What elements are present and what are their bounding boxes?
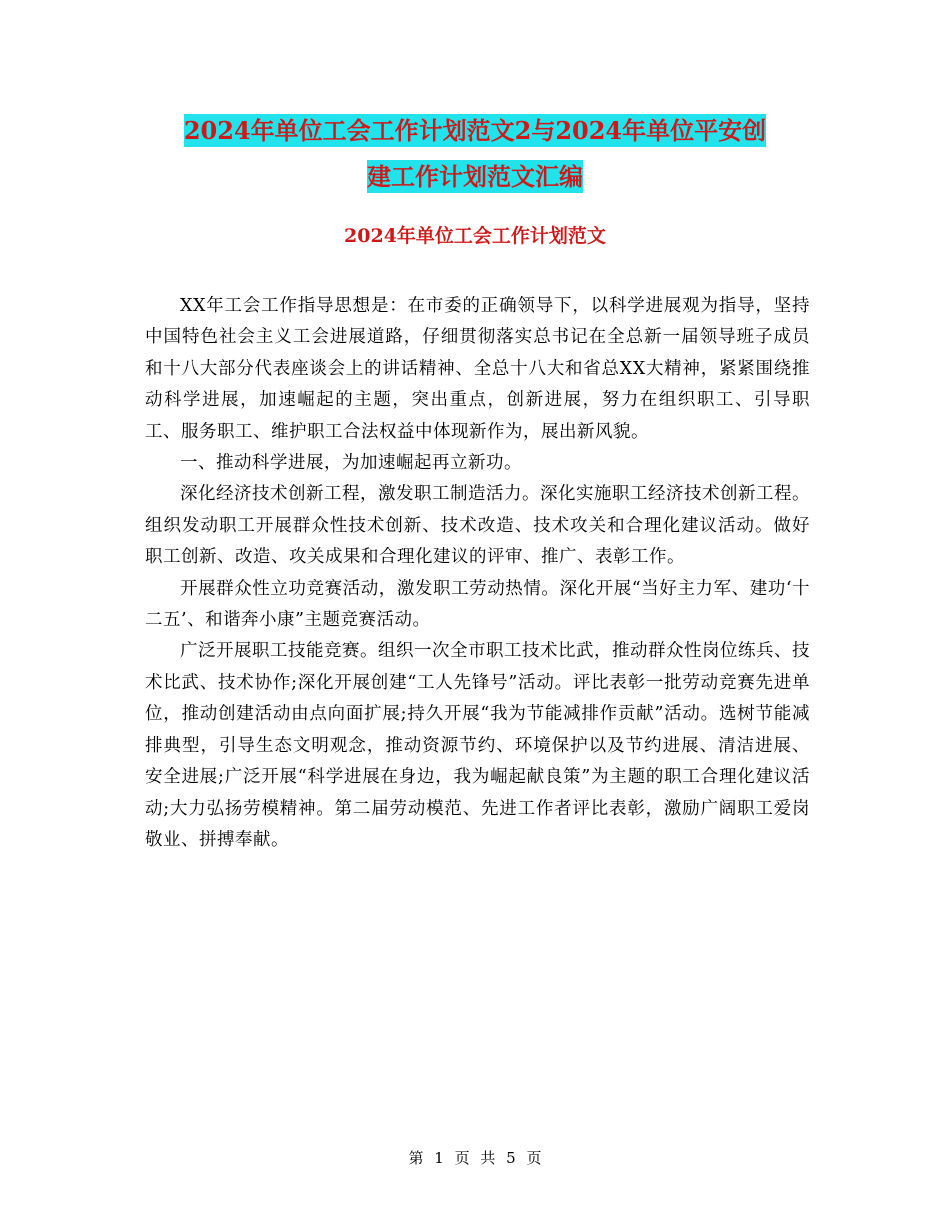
page-footer: 第 1 页 共 5 页 [408,1149,542,1167]
section-title: 2024年单位工会工作计划范文 [344,225,606,247]
paragraph-innovation: 深化经济技术创新工程，激发职工制造活力。深化实施职工经济技术创新工程。组织发动职工开展群众性技术创新、技术改造、技术攻关和合理化建议活动。做好职工创新、改造、攻关成果和合理化建议的评审、推广、表彰工作。 [145,484,810,568]
paragraph-section-heading: 一、推动科学进展，为加速崛起再立新功。 [180,453,522,474]
title-line-2: 建工作计划范文汇编 [367,162,583,191]
document-body [145,291,810,856]
title-line-1: 2024年单位工会工作计划范文2与2024年单位平安创 [183,116,767,145]
document-title [150,108,800,200]
paragraph-competition: 开展群众性立功竞赛活动，激发职工劳动热情。深化开展“当好主力军、建功‘十二五’、和谐奔小康”主题竞赛活动。 [145,578,810,631]
paragraph-skills: 广泛开展职工技能竞赛。组织一次全市职工技术比武，推动群众性岗位练兵、技术比武、技术协作;深化开展创建“工人先锋号”活动。评比表彰一批劳动竞赛先进单位，推动创建活动由点向面扩展;持久开展“我为节能减排作贡献”活动。选树节能减排典型，引导生态文明观念，推动资源节约、环境保护以及节约进展、清洁进展、安全进展;广泛开展“科学进展在身边，我为崛起献良策”为主题的职工合理化建议活动;大力弘扬劳模精神。第二届劳动模范、先进工作者评比表彰，激励广阔职工爱岗敬业、拼搏奉献。 [145,641,810,850]
paragraph-guiding-ideology: XX年工会工作指导思想是：在市委的正确领导下，以科学进展观为指导，坚持中国特色社会主义工会进展道路，仔细贯彻落实总书记在全总新一届领导班子成员和十八大部分代表座谈会上的讲话精神、全总十八大和省总XX大精神，紧紧围绕推动科学进展，加速崛起的主题，突出重点，创新进展，努力在组织职工、引导职工、服务职工、维护职工合法权益中体现新作为，展出新风貌。 [145,296,810,442]
